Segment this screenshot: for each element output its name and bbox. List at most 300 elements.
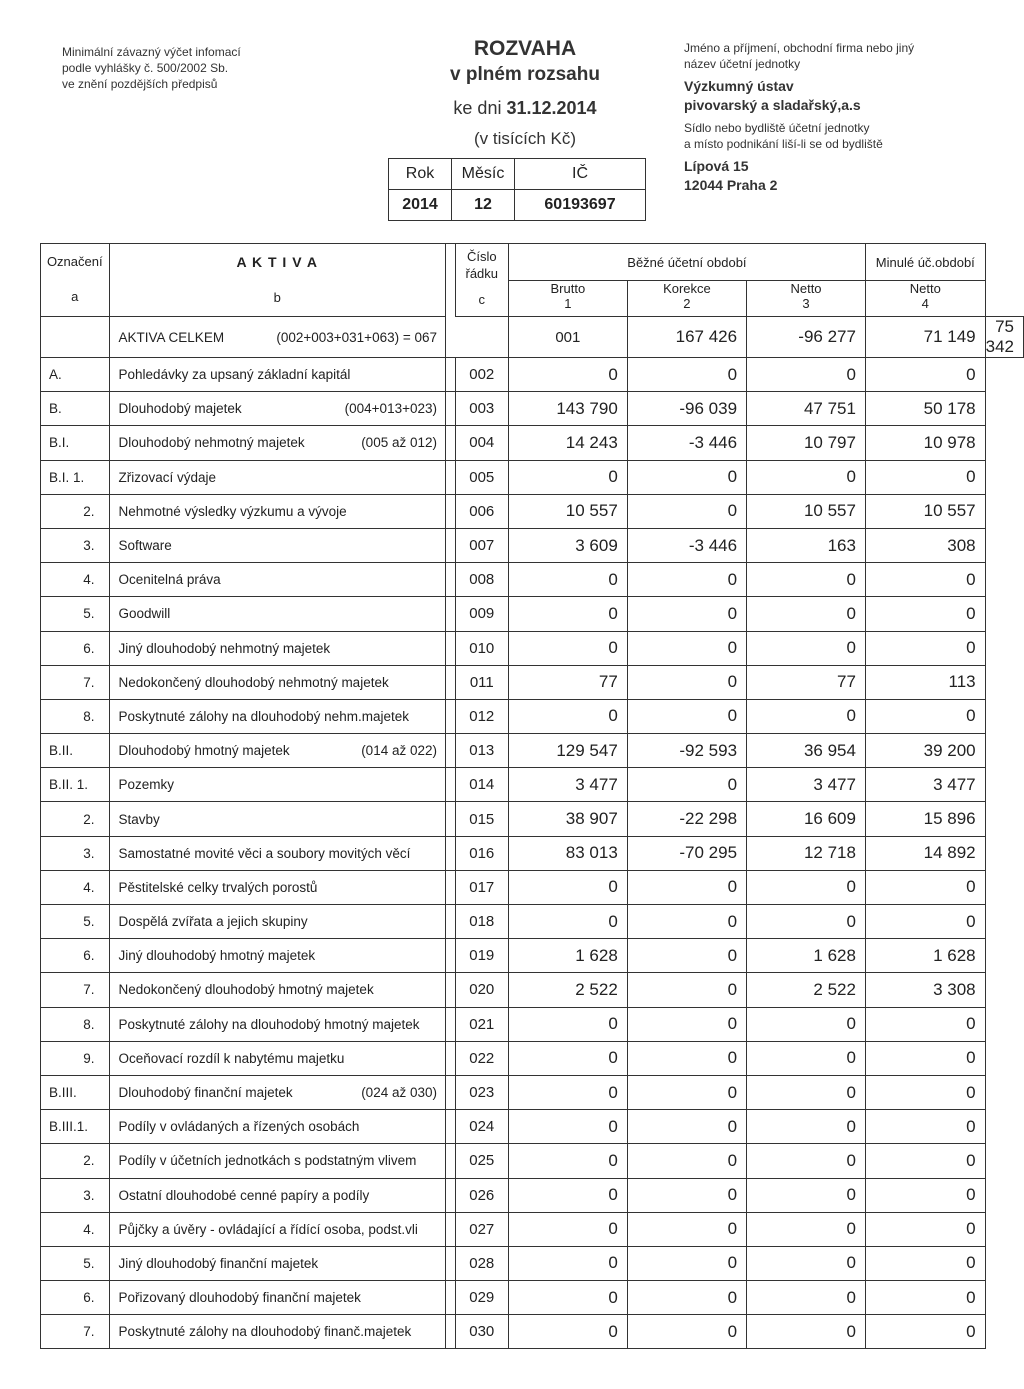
row-nazev <box>109 1315 445 1349</box>
row-oznaceni: 5. <box>41 905 110 939</box>
legal-line-2: podle vyhlášky č. 500/2002 Sb. <box>62 61 229 75</box>
row-nazev-text: Podíly v účetních jednotkách s podstatným vlivem <box>118 1153 417 1169</box>
row-minule: 0 <box>865 1178 985 1212</box>
row-brutto: 0 <box>508 905 627 939</box>
row-nazev-text: Dlouhodobý majetek <box>118 401 242 417</box>
row-cislo: 008 <box>455 563 508 597</box>
mesic-value: 12 <box>452 190 515 221</box>
row-brutto: 143 790 <box>508 392 627 426</box>
row-cislo: 023 <box>455 1075 508 1109</box>
row-nazev-text: Půjčky a úvěry - ovládající a řídící osoba, podst.vli <box>118 1221 418 1237</box>
table-row <box>41 460 1024 494</box>
col-header-bezne: Běžné účetní období <box>508 244 865 281</box>
row-netto: 0 <box>747 358 866 392</box>
row-korekce: 0 <box>627 597 746 631</box>
row-nazev <box>109 905 445 939</box>
row-oznaceni: 5. <box>41 597 110 631</box>
row-brutto: 0 <box>508 358 627 392</box>
row-brutto: 0 <box>508 1315 627 1349</box>
row-brutto: 3 477 <box>508 768 627 802</box>
row-oznaceni: 3. <box>41 836 110 870</box>
row-nazev <box>109 1110 445 1144</box>
row-nazev <box>109 973 445 1007</box>
row-korekce: 0 <box>627 1178 746 1212</box>
row-oznaceni: B.III.1. <box>41 1110 110 1144</box>
table-row <box>41 317 1024 358</box>
row-nazev <box>109 836 445 870</box>
row-netto: 0 <box>747 1212 866 1246</box>
row-brutto: 77 <box>508 665 627 699</box>
row-nazev-text: Goodwill <box>118 606 171 622</box>
row-cislo: 010 <box>455 631 508 665</box>
row-minule: 39 200 <box>865 734 985 768</box>
table-row <box>41 1041 1024 1075</box>
period-id-box <box>388 158 646 221</box>
row-korekce: 0 <box>627 631 746 665</box>
row-nazev <box>109 1281 445 1315</box>
table-row <box>41 494 1024 528</box>
row-nazev <box>109 392 445 426</box>
row-cislo: 022 <box>455 1041 508 1075</box>
row-netto: 36 954 <box>747 734 866 768</box>
row-minule: 113 <box>865 665 985 699</box>
row-nazev-text: Ostatní dlouhodobé cenné papíry a podíly <box>118 1187 370 1203</box>
name-label-2: název účetní jednotky <box>684 57 801 71</box>
row-oznaceni: 5. <box>41 1246 110 1280</box>
row-minule: 0 <box>865 1144 985 1178</box>
row-brutto: 0 <box>508 1212 627 1246</box>
ic-value: 60193697 <box>515 190 646 221</box>
row-oznaceni: 4. <box>41 1212 110 1246</box>
row-nazev-text: Jiný dlouhodobý finanční majetek <box>118 1255 319 1271</box>
row-korekce: 0 <box>627 939 746 973</box>
row-cislo: 025 <box>455 1144 508 1178</box>
row-minule: 3 308 <box>865 973 985 1007</box>
row-netto: 0 <box>747 631 866 665</box>
row-nazev <box>109 768 445 802</box>
row-minule: 0 <box>865 1075 985 1109</box>
sub-header-netto: Netto 3 <box>747 281 866 317</box>
row-minule: 3 477 <box>865 768 985 802</box>
row-minule: 0 <box>865 1212 985 1246</box>
table-row <box>41 870 1024 904</box>
row-nazev-text: Pěstitelské celky trvalých porostů <box>118 879 318 895</box>
col-letter-a: a <box>71 289 79 304</box>
row-korekce: 0 <box>627 1246 746 1280</box>
row-minule: 0 <box>865 1007 985 1041</box>
row-brutto: 83 013 <box>508 836 627 870</box>
row-nazev <box>109 870 445 904</box>
col-letter-c: c <box>478 292 486 307</box>
row-netto: 0 <box>747 699 866 733</box>
row-nazev-text: AKTIVA CELKEM <box>118 329 225 345</box>
table-row <box>41 836 1024 870</box>
row-oznaceni: B.III. <box>41 1075 110 1109</box>
sub-header-korekce: Korekce 2 <box>627 281 746 317</box>
row-oznaceni: B.I. 1. <box>41 460 110 494</box>
row-brutto: 0 <box>508 1041 627 1075</box>
row-nazev <box>109 939 445 973</box>
row-minule: 0 <box>865 699 985 733</box>
row-brutto: 0 <box>508 1144 627 1178</box>
row-cislo: 003 <box>455 392 508 426</box>
row-cislo: 004 <box>455 426 508 460</box>
title-block <box>420 36 630 149</box>
row-cislo: 002 <box>455 358 508 392</box>
table-row <box>41 1246 1024 1280</box>
row-cislo: 021 <box>455 1007 508 1041</box>
row-minule: 75 342 <box>985 317 1023 358</box>
table-row <box>41 631 1024 665</box>
row-nazev <box>109 426 445 460</box>
row-nazev <box>109 597 445 631</box>
company-name-1: Výzkumný ústav <box>684 78 794 94</box>
row-nazev-text: Poskytnuté zálohy na dlouhodobý nehm.majetek <box>118 708 409 724</box>
row-nazev-text: Dospělá zvířata a jejich skupiny <box>118 914 308 930</box>
row-netto: 0 <box>747 1041 866 1075</box>
row-minule: 0 <box>865 358 985 392</box>
row-nazev-text: Oceňovací rozdíl k nabytému majetku <box>118 1050 345 1066</box>
document-subtitle: v plném rozsahu <box>450 64 600 85</box>
row-nazev-text: Pohledávky za upsaný základní kapitál <box>118 367 351 383</box>
row-cislo: 017 <box>455 870 508 904</box>
row-netto: 0 <box>747 1007 866 1041</box>
row-netto: 163 <box>747 528 866 562</box>
row-netto: 10 557 <box>747 494 866 528</box>
row-korekce: 0 <box>627 870 746 904</box>
row-nazev-text: Poskytnuté zálohy na dlouhodobý finanč.majetek <box>118 1324 412 1340</box>
row-minule: 1 628 <box>865 939 985 973</box>
row-brutto: 129 547 <box>508 734 627 768</box>
row-netto: 0 <box>747 1075 866 1109</box>
balance-date <box>420 98 630 119</box>
row-netto: 47 751 <box>747 392 866 426</box>
row-netto: 16 609 <box>747 802 866 836</box>
row-netto: 1 628 <box>747 939 866 973</box>
row-nazev <box>109 528 445 562</box>
sub-header-brutto: Brutto 1 <box>508 281 627 317</box>
rok-value: 2014 <box>389 190 452 221</box>
col-header-oznaceni: Označení a <box>41 244 110 317</box>
row-cislo: 001 <box>508 317 627 358</box>
row-nazev-text: Podíly v ovládaných a řízených osobách <box>118 1119 360 1135</box>
row-cislo: 016 <box>455 836 508 870</box>
row-brutto: 38 907 <box>508 802 627 836</box>
row-nazev-text: Dlouhodobý finanční majetek <box>118 1085 293 1101</box>
row-oznaceni: 6. <box>41 1281 110 1315</box>
row-netto: 0 <box>747 905 866 939</box>
assets-table <box>40 243 1024 1349</box>
ic-label: IČ <box>515 159 646 190</box>
row-korekce: 0 <box>627 494 746 528</box>
row-minule: 0 <box>865 1281 985 1315</box>
row-korekce: 0 <box>627 1041 746 1075</box>
row-brutto: 1 628 <box>508 939 627 973</box>
col-header-minule: Minulé úč.období <box>865 244 985 281</box>
table-row <box>41 392 1024 426</box>
row-brutto: 0 <box>508 1075 627 1109</box>
row-cislo: 029 <box>455 1281 508 1315</box>
date-value: 31.12.2014 <box>506 98 597 118</box>
name-label-1: Jméno a příjmení, obchodní firma nebo jiný <box>684 41 915 55</box>
row-minule: 0 <box>865 905 985 939</box>
row-nazev <box>109 1144 445 1178</box>
table-row <box>41 734 1024 768</box>
col-header-aktiva: A K T I V A b <box>109 244 445 317</box>
row-minule: 0 <box>865 1246 985 1280</box>
table-row <box>41 768 1024 802</box>
row-oznaceni: 2. <box>41 802 110 836</box>
legal-line-3: ve znění pozdějších předpisů <box>62 77 218 91</box>
table-row <box>41 358 1024 392</box>
table-row <box>41 1281 1024 1315</box>
row-netto: 12 718 <box>747 836 866 870</box>
row-brutto: 167 426 <box>627 317 746 358</box>
col-letter-b: b <box>273 290 281 305</box>
row-oznaceni: B.I. <box>41 426 110 460</box>
row-nazev <box>109 563 445 597</box>
row-brutto: 0 <box>508 631 627 665</box>
row-cislo: 005 <box>455 460 508 494</box>
row-korekce: -70 295 <box>627 836 746 870</box>
row-brutto: 14 243 <box>508 426 627 460</box>
row-minule: 0 <box>865 870 985 904</box>
row-minule: 0 <box>865 1315 985 1349</box>
row-oznaceni: A. <box>41 358 110 392</box>
row-nazev-text: Stavby <box>118 811 160 827</box>
row-nazev <box>109 699 445 733</box>
row-minule: 308 <box>865 528 985 562</box>
row-rozsah: (004+013+023) <box>344 401 437 417</box>
row-minule: 0 <box>865 597 985 631</box>
row-korekce: 0 <box>627 665 746 699</box>
row-nazev <box>109 494 445 528</box>
row-cislo: 018 <box>455 905 508 939</box>
row-cislo: 027 <box>455 1212 508 1246</box>
row-minule: 0 <box>865 460 985 494</box>
table-row <box>41 1007 1024 1041</box>
table-row <box>41 426 1024 460</box>
row-brutto: 0 <box>508 460 627 494</box>
row-nazev-text: Poskytnuté zálohy na dlouhodobý hmotný majetek <box>118 1016 420 1032</box>
row-cislo: 009 <box>455 597 508 631</box>
table-row <box>41 1144 1024 1178</box>
row-cislo: 019 <box>455 939 508 973</box>
row-rozsah: (005 až 012) <box>361 435 437 451</box>
row-nazev-text: Nedokončený dlouhodobý hmotný majetek <box>118 982 374 998</box>
mesic-label: Měsíc <box>452 159 515 190</box>
row-oznaceni: 7. <box>41 665 110 699</box>
row-korekce: 0 <box>627 768 746 802</box>
row-korekce: 0 <box>627 699 746 733</box>
row-minule: 0 <box>865 631 985 665</box>
row-oznaceni: 7. <box>41 973 110 1007</box>
row-netto: 10 797 <box>747 426 866 460</box>
row-netto: 3 477 <box>747 768 866 802</box>
row-nazev <box>109 317 445 358</box>
table-row <box>41 1178 1024 1212</box>
row-netto: 0 <box>747 1178 866 1212</box>
row-korekce: 0 <box>627 1315 746 1349</box>
row-korekce: 0 <box>627 358 746 392</box>
row-nazev <box>109 631 445 665</box>
row-nazev <box>109 358 445 392</box>
row-netto: 2 522 <box>747 973 866 1007</box>
table-row <box>41 973 1024 1007</box>
table-row <box>41 597 1024 631</box>
row-netto: 0 <box>747 597 866 631</box>
row-minule: 50 178 <box>865 392 985 426</box>
row-brutto: 10 557 <box>508 494 627 528</box>
row-cislo: 026 <box>455 1178 508 1212</box>
row-nazev-text: Dlouhodobý hmotný majetek <box>118 743 290 759</box>
row-korekce: 0 <box>627 1144 746 1178</box>
row-netto: 0 <box>747 870 866 904</box>
address-2: 12044 Praha 2 <box>684 177 778 193</box>
row-nazev-text: Jiný dlouhodobý nehmotný majetek <box>118 640 331 656</box>
row-korekce: -96 039 <box>627 392 746 426</box>
row-nazev-text: Samostatné movité věci a soubory movitých věcí <box>118 845 411 861</box>
row-nazev-text: Jiný dlouhodobý hmotný majetek <box>118 948 316 964</box>
company-name-2: pivovarský a sladařský,a.s <box>684 97 861 113</box>
table-row <box>41 528 1024 562</box>
row-brutto: 0 <box>508 1007 627 1041</box>
row-nazev-text: Ocenitelná práva <box>118 572 221 588</box>
table-row <box>41 1212 1024 1246</box>
row-nazev-text: Pořizovaný dlouhodobý finanční majetek <box>118 1290 361 1306</box>
row-korekce: 0 <box>627 905 746 939</box>
row-oznaceni: 9. <box>41 1041 110 1075</box>
row-nazev <box>109 1041 445 1075</box>
row-cislo: 007 <box>455 528 508 562</box>
seat-label-1: Sídlo nebo bydliště účetní jednotky <box>684 121 870 135</box>
table-row <box>41 563 1024 597</box>
row-brutto: 3 609 <box>508 528 627 562</box>
row-minule: 0 <box>865 1041 985 1075</box>
row-korekce: 0 <box>627 460 746 494</box>
row-cislo: 030 <box>455 1315 508 1349</box>
table-row <box>41 1110 1024 1144</box>
row-cislo: 014 <box>455 768 508 802</box>
rok-label: Rok <box>389 159 452 190</box>
row-cislo: 012 <box>455 699 508 733</box>
row-korekce: 0 <box>627 1110 746 1144</box>
row-oznaceni: 3. <box>41 528 110 562</box>
row-oznaceni: B.II. 1. <box>41 768 110 802</box>
row-nazev <box>109 1075 445 1109</box>
row-brutto: 2 522 <box>508 973 627 1007</box>
row-cislo: 006 <box>455 494 508 528</box>
row-nazev-text: Nedokončený dlouhodobý nehmotný majetek <box>118 674 389 690</box>
date-label: ke dni <box>453 98 502 118</box>
row-brutto: 0 <box>508 870 627 904</box>
row-netto: 0 <box>747 1315 866 1349</box>
row-rozsah: (002+003+031+063) = 067 <box>276 329 437 345</box>
row-netto: 0 <box>747 563 866 597</box>
currency-unit: (v tisících Kč) <box>473 129 576 148</box>
row-netto: 77 <box>747 665 866 699</box>
row-korekce: 0 <box>627 1281 746 1315</box>
row-korekce: 0 <box>627 1212 746 1246</box>
row-oznaceni: 7. <box>41 1315 110 1349</box>
row-nazev <box>109 1178 445 1212</box>
row-brutto: 0 <box>508 1246 627 1280</box>
row-oznaceni: B. <box>41 392 110 426</box>
row-korekce: -96 277 <box>747 317 866 358</box>
row-nazev-text: Software <box>118 538 172 554</box>
row-minule: 15 896 <box>865 802 985 836</box>
row-brutto: 0 <box>508 597 627 631</box>
address-1: Lípová 15 <box>684 158 749 174</box>
row-oznaceni: 3. <box>41 1178 110 1212</box>
row-nazev <box>109 1246 445 1280</box>
row-netto: 0 <box>747 1246 866 1280</box>
row-minule: 0 <box>865 1110 985 1144</box>
row-brutto: 0 <box>508 1281 627 1315</box>
row-cislo: 028 <box>455 1246 508 1280</box>
row-korekce: -3 446 <box>627 426 746 460</box>
table-row <box>41 1075 1024 1109</box>
row-nazev <box>109 734 445 768</box>
row-oznaceni: B.II. <box>41 734 110 768</box>
row-rozsah: (024 až 030) <box>361 1085 437 1101</box>
table-row <box>41 699 1024 733</box>
row-oznaceni: 4. <box>41 563 110 597</box>
row-netto: 0 <box>747 1281 866 1315</box>
row-oznaceni: 2. <box>41 494 110 528</box>
row-nazev-text: Pozemky <box>118 777 175 793</box>
table-row <box>41 1315 1024 1349</box>
row-oznaceni: 4. <box>41 870 110 904</box>
row-korekce: -22 298 <box>627 802 746 836</box>
table-row <box>41 665 1024 699</box>
row-rozsah: (014 až 022) <box>361 743 437 759</box>
row-brutto: 0 <box>508 699 627 733</box>
row-minule: 10 978 <box>865 426 985 460</box>
row-cislo: 011 <box>455 665 508 699</box>
seat-label-2: a místo podnikání liší-li se od bydliště <box>684 137 883 151</box>
row-korekce: 0 <box>627 973 746 1007</box>
row-cislo: 013 <box>455 734 508 768</box>
company-info <box>684 40 1004 195</box>
row-netto: 0 <box>747 460 866 494</box>
row-minule: 0 <box>865 563 985 597</box>
row-nazev <box>109 665 445 699</box>
row-minule: 10 557 <box>865 494 985 528</box>
row-oznaceni: 6. <box>41 631 110 665</box>
row-oznaceni <box>41 317 110 358</box>
row-oznaceni: 8. <box>41 699 110 733</box>
col-header-cislo: Číslo řádku c <box>455 244 508 317</box>
row-brutto: 0 <box>508 1178 627 1212</box>
legal-line-1: Minimální závazný výčet infomací <box>62 45 241 59</box>
row-netto: 71 149 <box>865 317 985 358</box>
row-nazev <box>109 1212 445 1246</box>
row-cislo: 015 <box>455 802 508 836</box>
row-nazev <box>109 1007 445 1041</box>
row-korekce: -92 593 <box>627 734 746 768</box>
table-row <box>41 939 1024 973</box>
row-nazev <box>109 460 445 494</box>
row-korekce: 0 <box>627 563 746 597</box>
document-title: ROZVAHA <box>473 37 577 60</box>
table-row <box>41 905 1024 939</box>
row-netto: 0 <box>747 1144 866 1178</box>
table-row <box>41 802 1024 836</box>
legal-note <box>62 44 241 92</box>
row-oznaceni: 6. <box>41 939 110 973</box>
row-netto: 0 <box>747 1110 866 1144</box>
